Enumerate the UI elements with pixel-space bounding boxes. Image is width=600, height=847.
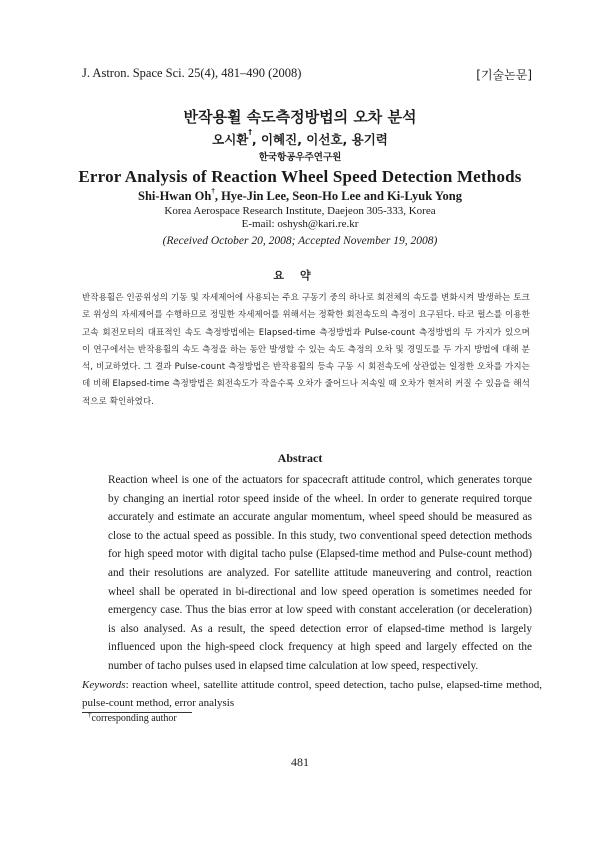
author-email: E-mail: oshysh@kari.re.kr: [241, 218, 359, 230]
journal-citation: J. Astron. Space Sci. 25(4), 481–490 (2008): [82, 66, 302, 80]
korean-abstract-body: 반작용휠은 인공위성의 기동 및 자세제어에 사용되는 주요 구동기 중의 하나로 회전체의 속도를 변화시켜 발생하는 토크로 위성의 자세제어를 수행하므로 정밀한 자세제어를 위해서는 정확한 회전속도의 측정이 요구된다. 타코 펄스를 이용한 고속 회전모터의 대표적인 속도 측정방법에는 Elapsed-time 측정방법과 Pulse-count 측정방법의 두 가지가 있으며 이 연구에서는 반작용휠의 속도 측정을 하는 동안 발생할 수 있는 속도 측정의 오차 및 경밀도를 두 가지 방법에 대해 분석, 비교하였다. 그 결과 Pulse-count 측정방법은 반작용휠의 등속 구동 시 회전속도에 상관없는 일정한 오차를 가지는데 비해 Elapsed-time 측정방법은 회전속도가 작을수록 오차가 줄어드나 저속일 때 오차가 현저히 커질 수 있음을 해석적으로 확인하였다.: [82, 293, 530, 407]
korean-authors: [0, 130, 600, 148]
dagger-mark: †: [248, 128, 252, 136]
korean-title: 반작용휠 속도측정방법의 오차 분석: [183, 108, 417, 126]
footnote: [88, 713, 177, 724]
english-authors: [0, 189, 600, 204]
dagger-mark: †: [88, 711, 92, 719]
footnote-text: corresponding author: [91, 713, 177, 724]
english-affiliation: Korea Aerospace Research Institute, Daejeon 305-333, Korea: [164, 205, 436, 217]
english-corresponding-author: Shi-Hwan Oh: [138, 189, 212, 203]
korean-coauthors: , 이혜진, 이선호, 용기력: [251, 132, 388, 147]
keywords-list: : reaction wheel, satellite attitude control, speed detection, tacho pulse, elapsed-time method, pulse-count method, error analysis: [82, 679, 542, 709]
received-dates: (Received October 20, 2008; Accepted November 19, 2008): [162, 235, 438, 247]
english-abstract-body: Reaction wheel is one of the actuators for spacecraft attitude control, which generates torque by changing an inertial rotor speed inside of the wheel. In order to generate required torque accurately and estimate an accurate angular momentum, wheel speed should be measured as close to the actual speed as possible. In this study, two conventional speed detection methods for high speed motor with digital tacho pulse (Elapsed-time method and Pulse-count method) and their resolutions are analyzed. For satellite attitude maneuvering and control, reaction wheel shall be operated in bi-directional and low speed operation is sometimes needed for emergency case. Thus the bias error at low speed with constant acceleration (or deceleration) is also analysed. As a result, the speed detection error of elapsed-time method is largely influenced upon the high-speed clock frequency at high speed and largely effected on the number of tacho pulses used in elapsed time calculation at low speed, respectively.: [108, 474, 532, 672]
dagger-mark: †: [211, 187, 215, 195]
english-coauthors: , Hye-Jin Lee, Seon-Ho Lee and Ki-Lyuk Yong: [214, 189, 462, 203]
keywords-label: Keywords: [82, 679, 126, 691]
article-type-tag: [기술논문]: [476, 68, 532, 82]
korean-corresponding-author: 오시환: [212, 132, 249, 147]
page-number: 481: [291, 755, 309, 769]
english-title: Error Analysis of Reaction Wheel Speed Detection Methods: [78, 167, 522, 186]
english-abstract-heading: Abstract: [277, 451, 323, 465]
keywords-section: [82, 676, 542, 712]
running-header: [82, 66, 532, 84]
korean-abstract-heading: 요약: [273, 269, 327, 282]
korean-affiliation: 한국항공우주연구원: [258, 152, 342, 163]
